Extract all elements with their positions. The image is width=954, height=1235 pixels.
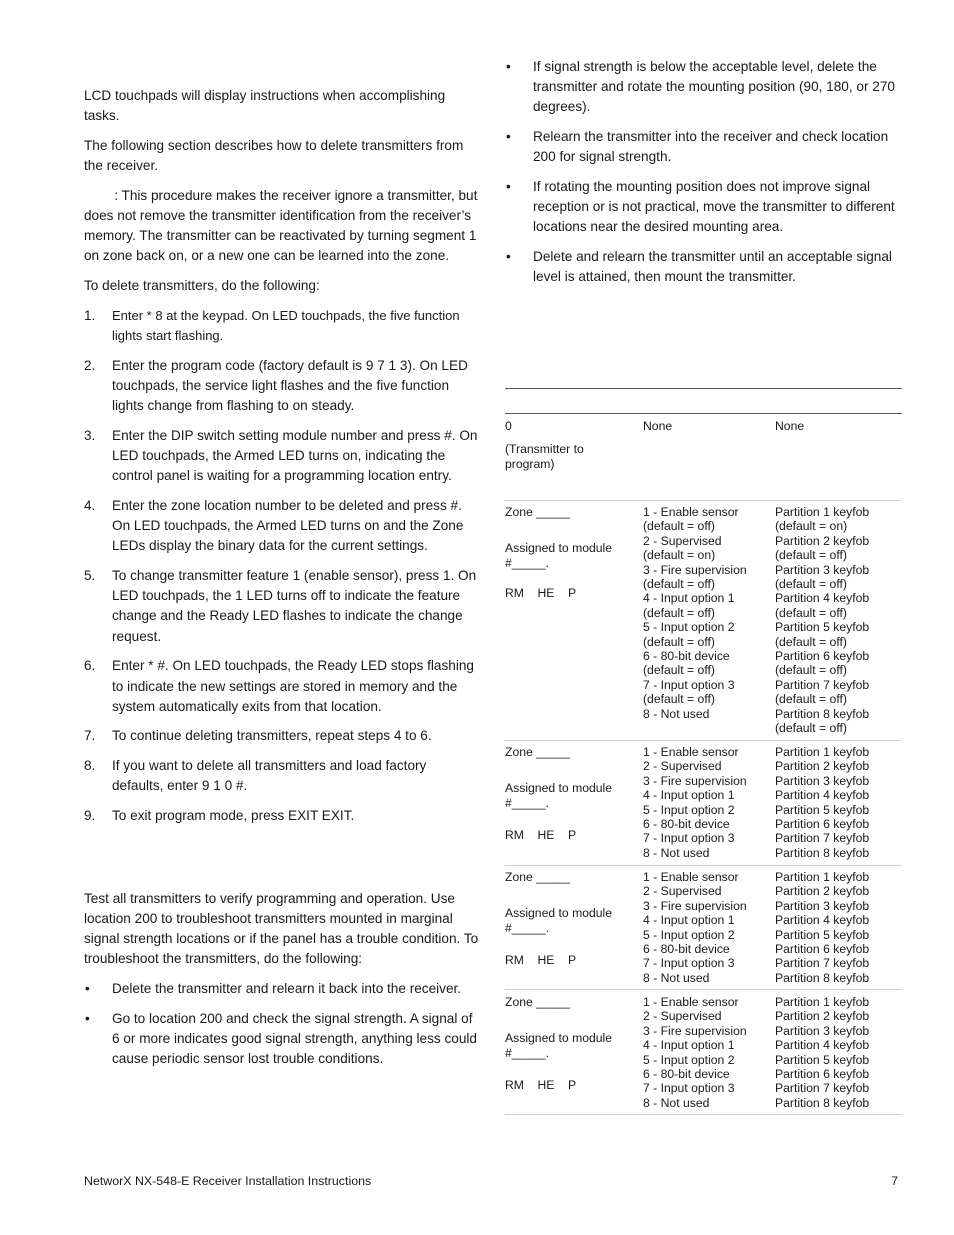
list-item: 6. Enter * #. On LED touchpads, the Ready LED stops flashing to indicate the new settings are stored in memory and the system automatically exits from that location.	[84, 658, 474, 714]
features-column: 1 - Enable sensor 2 - Supervised 3 - Fire supervision 4 - Input option 1 5 - Input option 2 6 - 80-bit device 7 - Input option 3 8 - Not used	[643, 745, 747, 860]
list-item: 7. To continue deleting transmitters, repeat steps 4 to 6.	[84, 728, 432, 744]
table-row	[505, 419, 902, 497]
table-cell: None	[775, 419, 805, 433]
test-paragraph: Test all transmitters to verify programming and operation. Use location 200 to troubleshoot transmitters mounted in marginal signal strength locations or if the panel has a trouble condition. To troubleshoot the transmitters, do the following:	[84, 890, 479, 967]
row-divider	[505, 989, 902, 990]
assigned-module-label: Assigned to module #_____.	[505, 541, 613, 570]
features-column: 1 - Enable sensor (default = off) 2 - Supervised (default = on) 3 - Fire supervision (default = off) 4 - Input option 1 (default = off) 5 - Input option 2 (default = off) 6 - 80-bit device (default = off) 7 - Input option 3 (default = off) 8 - Not used	[643, 505, 747, 721]
intro-paragraph: LCD touchpads will display instructions when accomplishing tasks.	[84, 88, 446, 124]
list-item: 2. Enter the program code (factory default is 9 7 1 3). On LED touchpads, the service light flashes and the five function lights change from flashing to on steady.	[84, 357, 468, 414]
zone-label: Zone _____	[505, 745, 571, 759]
troubleshoot-list	[84, 979, 479, 1069]
page-number: 7	[891, 1174, 898, 1188]
section-description: The following section describes how to delete transmitters from the receiver.	[84, 137, 464, 174]
assigned-module-label: Assigned to module #_____.	[505, 1031, 613, 1060]
location-description: (Transmitter to program)	[505, 442, 584, 471]
row-divider	[505, 1114, 902, 1115]
list-item: 3. Enter the DIP switch setting module number and press #. On LED touchpads, the Armed LED turns on, indicating the control panel is waiting for a programming location entry.	[84, 427, 478, 484]
note-paragraph: : This procedure makes the receiver ignore a transmitter, but does not remove the transmitter identification from the receiver’s memory. The transmitter can be reactivated by turning segment 1 on zone back on, or a new one can be learned into the zone.	[84, 187, 482, 264]
right-column	[505, 57, 897, 297]
list-item: • If signal strength is below the acceptable level, delete the transmitter and rotate the mounting position (90, 180, or 270 degrees).	[506, 59, 895, 115]
table-cell: None	[643, 419, 673, 433]
list-item: 1. Enter * 8 at the keypad. On LED touchpads, the five function lights start flashing.	[84, 307, 460, 344]
table-header-rule	[505, 413, 902, 414]
zone-label: Zone _____	[505, 995, 571, 1009]
features-column: 1 - Enable sensor 2 - Supervised 3 - Fire supervision 4 - Input option 1 5 - Input option 2 6 - 80-bit device 7 - Input option 3 8 - Not used	[643, 870, 747, 985]
zone-label: Zone _____	[505, 870, 571, 884]
table-row	[505, 995, 902, 1110]
list-item: • Delete and relearn the transmitter until an acceptable signal level is attained, then mount the transmitter.	[506, 249, 892, 285]
document-title: NetworX NX-548-E Receiver Installation Instructions	[84, 1174, 372, 1188]
partitions-column: Partition 1 keyfob Partition 2 keyfob Partition 3 keyfob Partition 4 keyfob Partition 5 keyfob Partition 6 keyfob Partition 7 keyfob Partition 8 keyfob	[775, 870, 870, 985]
assigned-module-label: Assigned to module #_____.	[505, 781, 613, 810]
table-top-rule	[505, 388, 902, 389]
list-item: 5. To change transmitter feature 1 (enable sensor), press 1. On LED touchpads, the 1 LED turns off to indicate the feature change and the Ready LED flashes to indicate the change request.	[84, 568, 477, 644]
zone-label: Zone _____	[505, 505, 571, 519]
rm-he-p-label: RM HE P	[505, 586, 577, 601]
list-item: • Go to location 200 and check the signal strength. A signal of 6 or more indicates good signal strength, anything less could cause periodic sensor lost trouble conditions.	[85, 1010, 477, 1067]
table-row	[505, 505, 902, 735]
list-item: 8. If you want to delete all transmitters and load factory defaults, enter 9 1 0 #.	[84, 758, 427, 794]
list-item: 9. To exit program mode, press EXIT EXIT.	[84, 808, 355, 824]
left-column	[84, 86, 482, 1079]
row-divider	[505, 740, 902, 741]
rm-he-p-label: RM HE P	[505, 828, 577, 843]
list-item: 4. Enter the zone location number to be deleted and press #. On LED touchpads, the Armed LED turns on and the Zone LEDs display the binary data for the current settings.	[84, 497, 464, 554]
rm-he-p-label: RM HE P	[505, 953, 577, 968]
table-row	[505, 870, 902, 985]
row-divider	[505, 500, 902, 501]
partitions-column: Partition 1 keyfob Partition 2 keyfob Partition 3 keyfob Partition 4 keyfob Partition 5 keyfob Partition 6 keyfob Partition 7 keyfob Partition 8 keyfob	[775, 995, 870, 1110]
partitions-column: Partition 1 keyfob (default = on) Partition 2 keyfob (default = off) Partition 3 keyfob (default = off) Partition 4 keyfob (default = off) Partition 5 keyfob (default = off) Partition 6 keyfob (default = off) Partition 7 keyfob (default = off) Partition 8 keyfob (default = off)	[775, 505, 870, 736]
rm-he-p-label: RM HE P	[505, 1078, 577, 1093]
troubleshoot-list-continued	[505, 57, 897, 288]
location-number: 0	[505, 419, 512, 433]
list-item: • Delete the transmitter and relearn it back into the receiver.	[85, 981, 462, 997]
list-item: • If rotating the mounting position does not improve signal reception or is not practical, move the transmitter to different locations near the desired mounting area.	[506, 179, 895, 235]
assigned-module-label: Assigned to module #_____.	[505, 906, 613, 935]
features-column: 1 - Enable sensor 2 - Supervised 3 - Fire supervision 4 - Input option 1 5 - Input option 2 6 - 80-bit device 7 - Input option 3 8 - Not used	[643, 995, 747, 1110]
row-divider	[505, 865, 902, 866]
list-item: • Relearn the transmitter into the receiver and check location 200 for signal strength.	[506, 129, 889, 165]
page-footer	[84, 1174, 898, 1188]
delete-steps-list	[84, 306, 479, 826]
partitions-column: Partition 1 keyfob Partition 2 keyfob Partition 3 keyfob Partition 4 keyfob Partition 5 keyfob Partition 6 keyfob Partition 7 keyfob Partition 8 keyfob	[775, 745, 870, 860]
steps-lead: To delete transmitters, do the following:	[84, 278, 320, 294]
table-row	[505, 745, 902, 860]
